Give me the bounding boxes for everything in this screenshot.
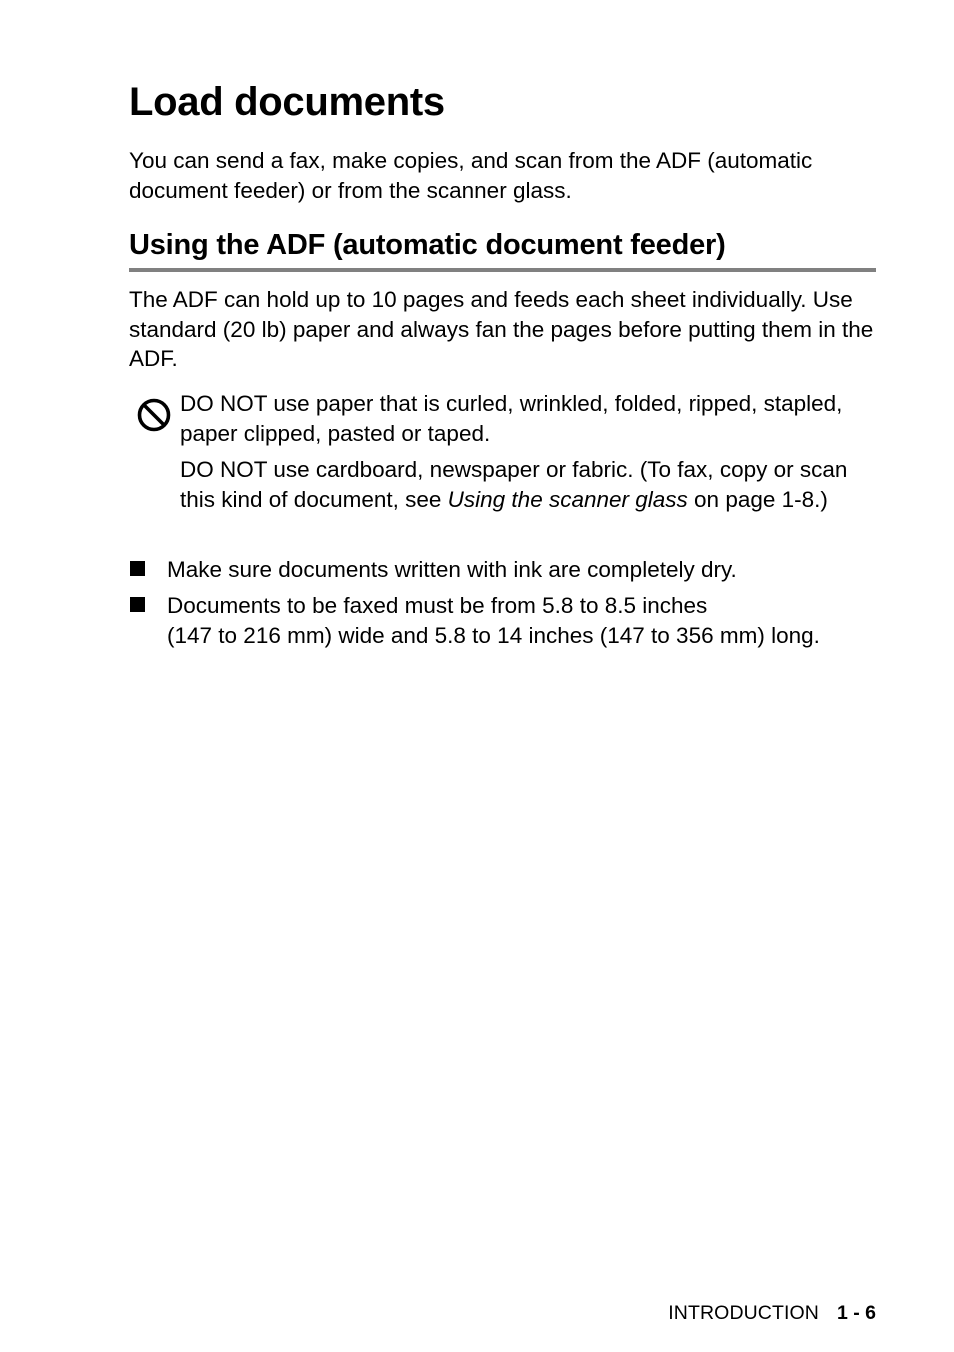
warning-paper-condition: DO NOT use paper that is curled, wrinkled, folded, ripped, stapled, paper clipped, pasted or taped. <box>180 391 843 446</box>
warning-materials <box>180 455 880 514</box>
page-footer <box>668 1300 876 1326</box>
intro-paragraph: You can send a fax, make copies, and scan from the ADF (automatic document feeder) or from the scanner glass. <box>129 148 813 203</box>
square-bullet-icon <box>130 597 145 612</box>
footer-page-number: 1 - 6 <box>836 1302 876 1324</box>
warning-text-after: on page 1-8.) <box>687 486 828 512</box>
section-divider <box>129 268 876 272</box>
page-title: Load documents <box>129 80 445 124</box>
list-item-text: Make sure documents written with ink are completely dry. <box>167 557 737 582</box>
prohibited-icon <box>136 397 172 433</box>
footer-section-name: INTRODUCTION <box>668 1302 819 1324</box>
scanner-glass-reference: Using the scanner glass <box>447 486 688 512</box>
list-item-text: Documents to be faxed must be from 5.8 to 8.5 inches (147 to 216 mm) wide and 5.8 to 14 inches (147 to 356 mm) long. <box>167 593 820 648</box>
section-heading: Using the ADF (automatic document feeder) <box>129 229 726 261</box>
adf-description: The ADF can hold up to 10 pages and feeds each sheet individually. Use standard (20 lb) paper and always fan the pages before putting them in the ADF. <box>129 287 874 371</box>
warning-text-before: DO NOT use cardboard, newspaper or fabric. (To fax, copy or scan this kind of document, see <box>180 457 848 512</box>
square-bullet-icon <box>130 561 145 576</box>
